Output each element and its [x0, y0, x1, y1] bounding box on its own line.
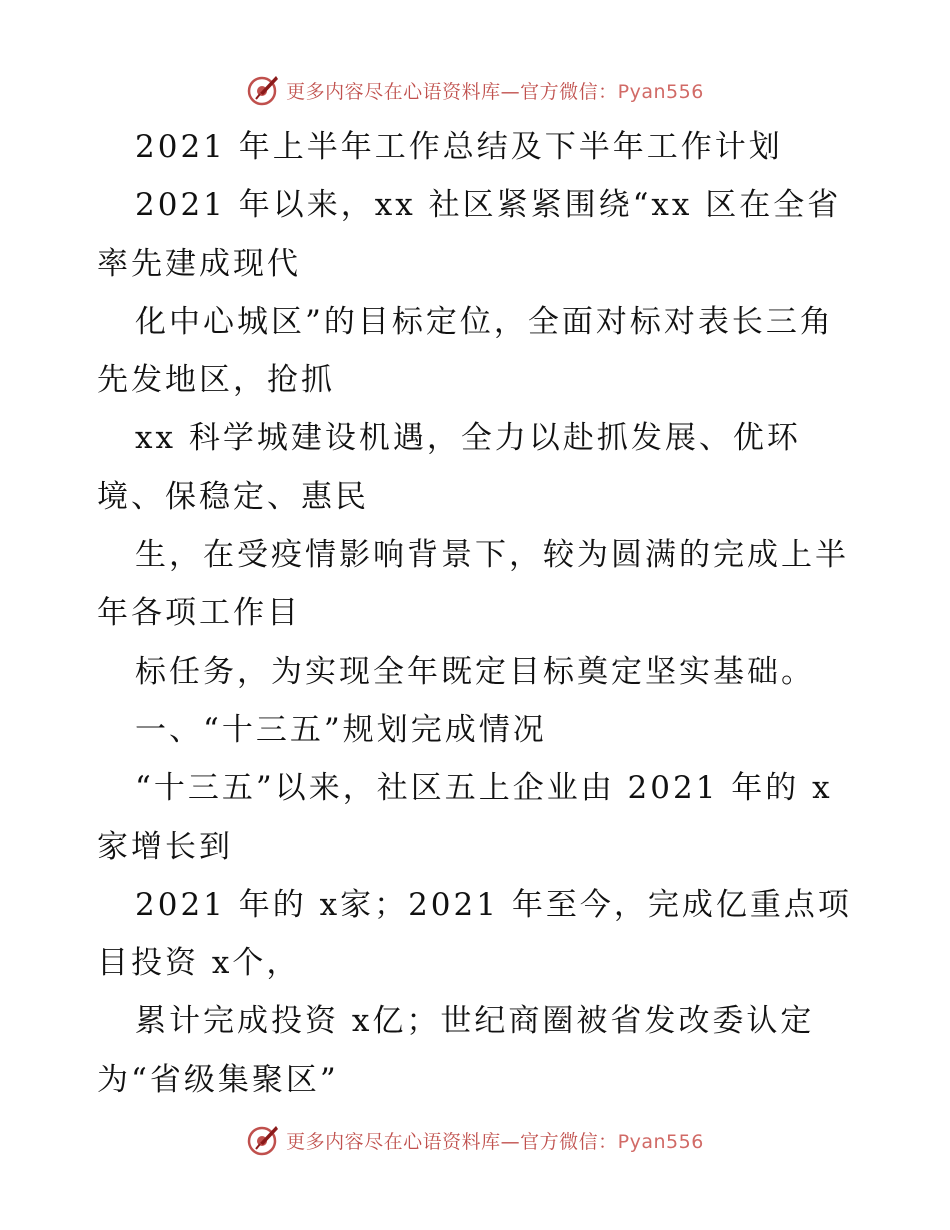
document-body [97, 118, 857, 1109]
quill-logo-icon [246, 1123, 280, 1157]
text-line: “十三五”以来，社区五上企业由 2021 年的 x [135, 770, 833, 807]
text-line: 2021 年的 x家；2021 年至今，完成亿重点项 [135, 886, 852, 923]
section-heading: 一、“十三五”规划完成情况 [135, 711, 547, 748]
text-line: 化中心城区”的目标定位，全面对标对表长三角 [135, 303, 834, 340]
text-line: 标任务，为实现全年既定目标奠定坚实基础。 [135, 653, 815, 690]
text-line: 为“省级集聚区” [97, 1061, 339, 1098]
document-title: 2021 年上半年工作总结及下半年工作计划 [135, 129, 783, 165]
text-line: 先发地区，抢抓 [97, 362, 335, 399]
text-line: 生，在受疫情影响背景下，较为圆满的完成上半 [135, 537, 849, 574]
text-line: xx 科学城建设机遇，全力以赴抓发展、优环 [135, 420, 801, 457]
text-line: 家增长到 [97, 828, 233, 865]
watermark-text: 更多内容尽在心语资料库—官方微信：Pyan556 [286, 80, 704, 103]
watermark-text: 更多内容尽在心语资料库—官方微信：Pyan556 [286, 1130, 704, 1153]
text-line: 境、保稳定、惠民 [97, 478, 369, 515]
text-line: 2021 年以来，xx 社区紧紧围绕“xx 区在全省 [135, 187, 842, 224]
watermark-footer [0, 1120, 950, 1160]
text-line: 累计完成投资 x亿；世纪商圈被省发改委认定 [135, 1003, 815, 1040]
text-line: 目投资 x个， [97, 945, 301, 982]
watermark-header [0, 70, 950, 110]
text-line: 率先建成现代 [97, 245, 301, 282]
quill-logo-icon [246, 73, 280, 107]
text-line: 年各项工作目 [97, 595, 301, 632]
